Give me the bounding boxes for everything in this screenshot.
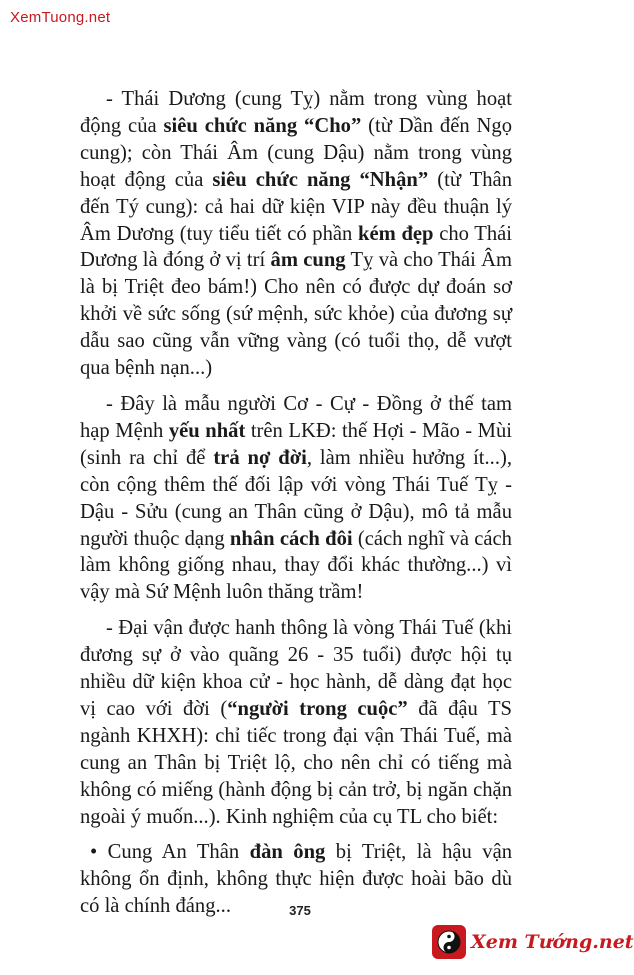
paragraph-1 bbox=[80, 86, 512, 382]
bold-phrase: đàn ông bbox=[249, 841, 326, 864]
text-run: cho Thái Dương là đóng ở vị trí bbox=[80, 222, 512, 272]
bold-phrase: yếu nhất bbox=[168, 419, 246, 442]
yin-yang-icon bbox=[432, 925, 466, 959]
bold-phrase: “người trong cuộc” bbox=[227, 697, 408, 720]
bold-phrase: siêu chức năng “Nhận” bbox=[212, 168, 429, 191]
text-run: (từ Thân đến Tý cung): cả hai dữ kiện VIP này đều thuận lý Âm Dương (tuy tiểu tiết có phần bbox=[80, 168, 512, 245]
bold-phrase: kém đẹp bbox=[358, 222, 434, 245]
text-run: đã đậu TS ngành KHXH): chỉ tiếc trong đại vận Thái Tuế, mà cung an Thân bị Triệt lộ, cho nên chỉ có tiếng mà không có miếng (hành động bị cản trở, bị ngăn chặn ngoài ý muốn...). Kinh nghiệm của cụ TL cho biết: bbox=[80, 697, 513, 828]
text-run: trên LKĐ: thế Hợi - Mão - Mùi (sinh ra chỉ để bbox=[80, 419, 512, 469]
text-run: - Đây là mẫu người Cơ - Cự - Đồng ở thế tam hạp Mệnh bbox=[80, 392, 512, 442]
bold-phrase: trả nợ đời bbox=[213, 446, 307, 469]
text-run: Tỵ và cho Thái Âm là bị Triệt đeo bám!) Cho nên có được dự đoán sơ khởi về sức sống (sứ mệnh, sức khỏe) của đương sự dẫu sao cũng vẫn vững vàng (có tuổi thọ, dễ vượt qua bệnh nạn...) bbox=[80, 249, 512, 380]
watermark-bottom bbox=[432, 922, 634, 962]
page-body bbox=[80, 86, 512, 929]
page-number: 375 bbox=[289, 903, 311, 918]
bold-phrase: âm cung bbox=[270, 249, 346, 272]
text-run: - Thái Dương (cung Tỵ) nằm trong vùng hoạt động của bbox=[80, 88, 512, 137]
text-run: (từ Dần đến Ngọ cung); còn Thái Âm (cung Dậu) nằm trong vùng hoạt động của bbox=[80, 114, 512, 191]
text-run: • Cung An Thân bbox=[90, 841, 250, 864]
text-run: - Đại vận được hanh thông là vòng Thái Tuế (khi đương sự ở vào quãng 26 - 35 tuổi) được hội tụ nhiều dữ kiện khoa cử - học hành, dễ dàng đạt học vị cao với đời ( bbox=[80, 617, 512, 720]
text-run: , làm nhiều hưởng ít...), còn cộng thêm thế đối lập với vòng Thái Tuế Tỵ - Dậu - Sửu (cung an Thân cũng ở Dậu), mô tả mẫu người thuộc dạng bbox=[80, 446, 512, 550]
bold-phrase: siêu chức năng “Cho” bbox=[163, 114, 362, 137]
text-run: (cách nghĩ và cách làm không giống nhau, thay đổi khác thường...) vì vậy mà Sứ Mệnh luôn thăng trầm! bbox=[80, 527, 512, 604]
watermark-bottom-text: Xem Tướng.net bbox=[471, 931, 634, 953]
paragraph-2 bbox=[80, 391, 512, 606]
paragraph-3 bbox=[80, 615, 512, 830]
watermark-top: XemTuong.net bbox=[10, 9, 111, 26]
bold-phrase: nhân cách đôi bbox=[229, 527, 353, 550]
text-run: bị Triệt, là hậu vận không ổn định, không thực hiện được hoài bão dù có là chính đáng... bbox=[80, 841, 513, 918]
